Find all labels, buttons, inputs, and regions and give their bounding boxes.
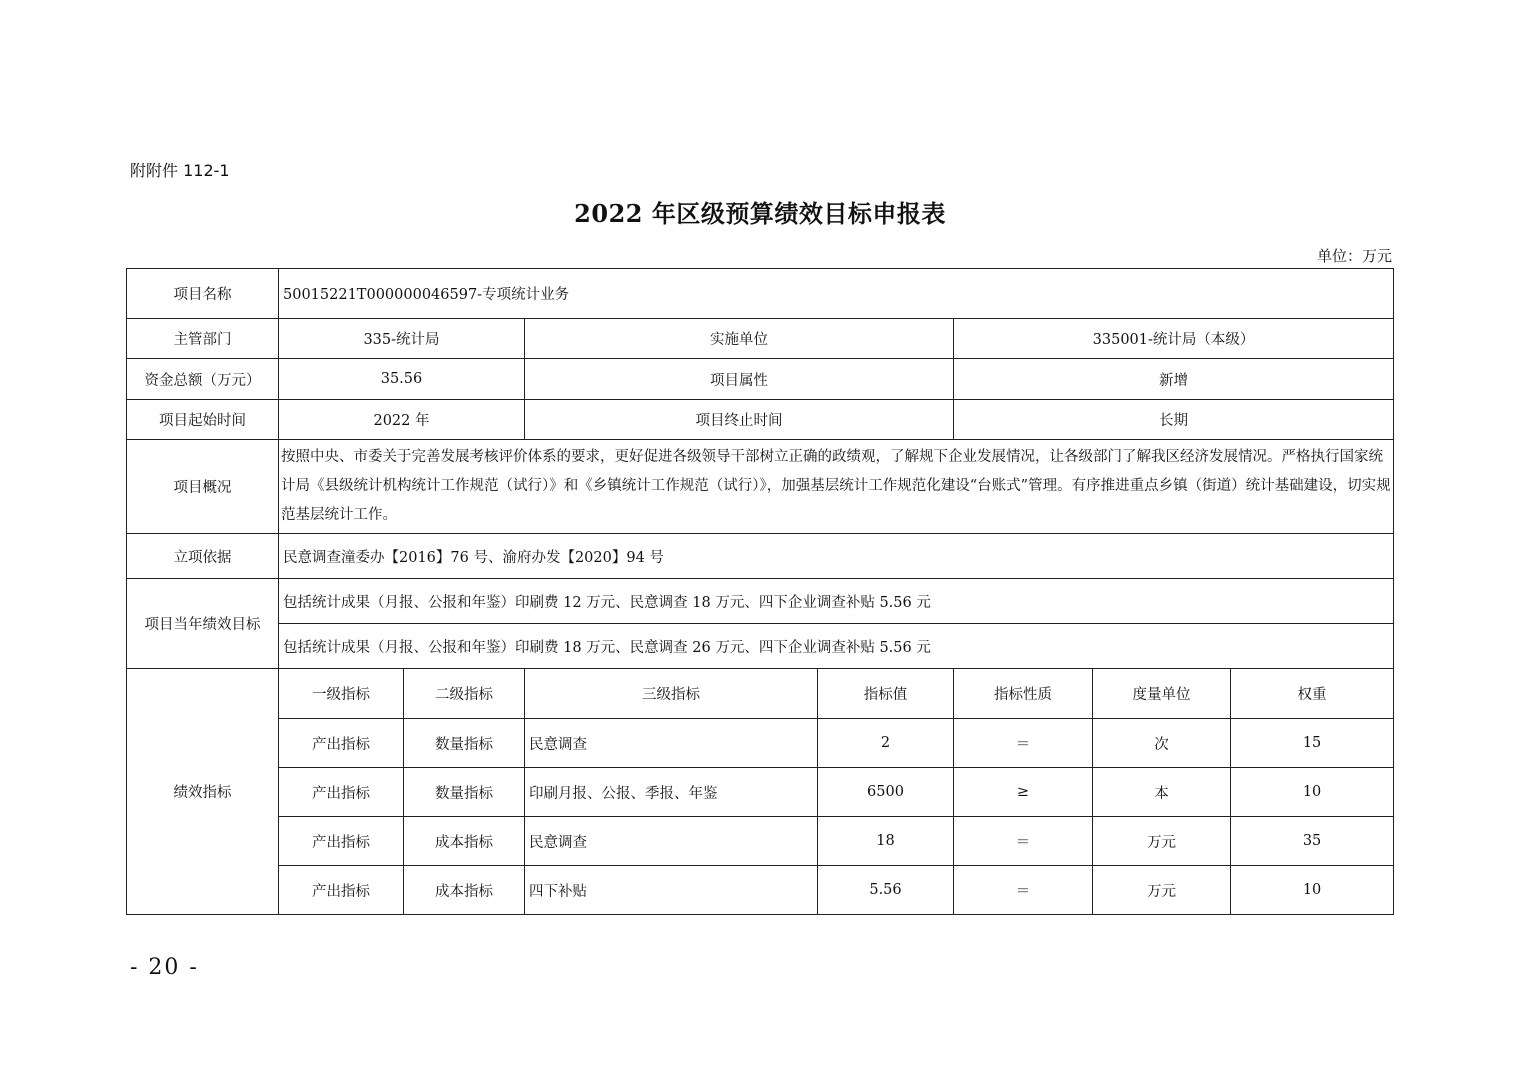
cell-weight: 10 bbox=[1231, 768, 1394, 817]
cell-unit: 本 bbox=[1093, 768, 1231, 817]
project-name-value: 50015221T000000046597-专项统计业务 bbox=[279, 269, 1394, 319]
indicator-row bbox=[127, 866, 1394, 915]
table-row bbox=[127, 440, 1394, 534]
project-name-label: 项目名称 bbox=[127, 269, 279, 319]
cell-unit: 万元 bbox=[1093, 817, 1231, 866]
indicator-header-row bbox=[127, 669, 1394, 719]
summary-label: 项目概况 bbox=[127, 440, 279, 534]
cell-level3: 民意调查 bbox=[525, 817, 818, 866]
indicator-row bbox=[127, 768, 1394, 817]
cell-unit: 万元 bbox=[1093, 866, 1231, 915]
page-title: 2022 年区级预算绩效目标申报表 bbox=[574, 199, 946, 228]
attr-value: 新增 bbox=[954, 359, 1394, 400]
cell-nature: ＝ bbox=[954, 866, 1093, 915]
cell-unit: 次 bbox=[1093, 719, 1231, 768]
table-row bbox=[127, 534, 1394, 579]
header-level2: 二级指标 bbox=[404, 669, 525, 719]
basis-label: 立项依据 bbox=[127, 534, 279, 579]
goal-label: 项目当年绩效目标 bbox=[127, 579, 279, 669]
fund-value: 35.56 bbox=[279, 359, 525, 400]
cell-value: 18 bbox=[818, 817, 954, 866]
unit-label: 单位：万元 bbox=[1316, 247, 1392, 265]
cell-weight: 10 bbox=[1231, 866, 1394, 915]
cell-level1: 产出指标 bbox=[279, 866, 404, 915]
goal-line-2: 包括统计成果（月报、公报和年鉴）印刷费 18 万元、民意调查 26 万元、四下企业调查补贴 5.56 元 bbox=[279, 624, 1394, 669]
cell-nature: ＝ bbox=[954, 719, 1093, 768]
cell-level2: 数量指标 bbox=[404, 768, 525, 817]
table-row bbox=[127, 579, 1394, 624]
cell-nature: ＝ bbox=[954, 817, 1093, 866]
start-label: 项目起始时间 bbox=[127, 400, 279, 440]
header-unit: 度量单位 bbox=[1093, 669, 1231, 719]
cell-level2: 数量指标 bbox=[404, 719, 525, 768]
table-row bbox=[127, 319, 1394, 359]
indicators-label: 绩效指标 bbox=[127, 669, 279, 915]
header-weight: 权重 bbox=[1231, 669, 1394, 719]
header-level1: 一级指标 bbox=[279, 669, 404, 719]
end-value: 长期 bbox=[954, 400, 1394, 440]
impl-value: 335001-统计局（本级） bbox=[954, 319, 1394, 359]
table-row bbox=[127, 269, 1394, 319]
indicator-row bbox=[127, 719, 1394, 768]
cell-nature: ≥ bbox=[954, 768, 1093, 817]
cell-level2: 成本指标 bbox=[404, 866, 525, 915]
budget-performance-table bbox=[126, 268, 1394, 915]
basis-value: 民意调查潼委办【2016】76 号、渝府办发【2020】94 号 bbox=[279, 534, 1394, 579]
summary-value: 按照中央、市委关于完善发展考核评价体系的要求，更好促进各级领导干部树立正确的政绩观，了解规下企业发展情况，让各级部门了解我区经济发展情况。严格执行国家统计局《县级统计机构统计工作规范（试行）》和《乡镇统计工作规范（试行）》，加强基层统计工作规范化建设“台账式”管理。有序推进重点乡镇（街道）统计基础建设，切实规范基层统计工作。 bbox=[279, 440, 1394, 534]
goal-line-1: 包括统计成果（月报、公报和年鉴）印刷费 12 万元、民意调查 18 万元、四下企业调查补贴 5.56 元 bbox=[279, 579, 1394, 624]
impl-label: 实施单位 bbox=[525, 319, 954, 359]
cell-value: 5.56 bbox=[818, 866, 954, 915]
header-level3: 三级指标 bbox=[525, 669, 818, 719]
table-row bbox=[127, 624, 1394, 669]
end-label: 项目终止时间 bbox=[525, 400, 954, 440]
start-value: 2022 年 bbox=[279, 400, 525, 440]
cell-weight: 15 bbox=[1231, 719, 1394, 768]
cell-level3: 民意调查 bbox=[525, 719, 818, 768]
fund-label: 资金总额（万元） bbox=[127, 359, 279, 400]
dept-value: 335-统计局 bbox=[279, 319, 525, 359]
attr-label: 项目属性 bbox=[525, 359, 954, 400]
cell-weight: 35 bbox=[1231, 817, 1394, 866]
cell-level2: 成本指标 bbox=[404, 817, 525, 866]
page-number: - 20 - bbox=[130, 955, 199, 980]
cell-level1: 产出指标 bbox=[279, 817, 404, 866]
cell-level1: 产出指标 bbox=[279, 768, 404, 817]
table-row bbox=[127, 359, 1394, 400]
cell-level3: 四下补贴 bbox=[525, 866, 818, 915]
header-nature: 指标性质 bbox=[954, 669, 1093, 719]
table-row bbox=[127, 400, 1394, 440]
dept-label: 主管部门 bbox=[127, 319, 279, 359]
header-value: 指标值 bbox=[818, 669, 954, 719]
indicator-row bbox=[127, 817, 1394, 866]
cell-level3: 印刷月报、公报、季报、年鉴 bbox=[525, 768, 818, 817]
attachment-label: 附附件 112-1 bbox=[130, 161, 230, 180]
cell-value: 6500 bbox=[818, 768, 954, 817]
cell-level1: 产出指标 bbox=[279, 719, 404, 768]
cell-value: 2 bbox=[818, 719, 954, 768]
